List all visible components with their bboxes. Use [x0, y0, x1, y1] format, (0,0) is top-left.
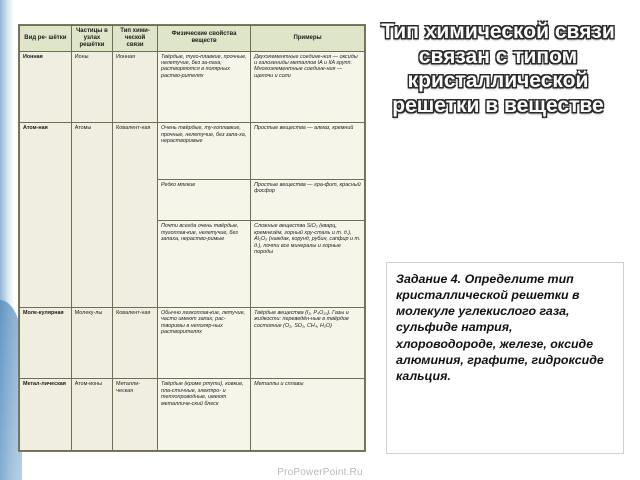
cell-properties: Твёрдые, туго-плавкие, прочные, нелетучие, без за-паха, растворяются в полярных раство-рителях	[157, 51, 250, 123]
cell-properties: Очень твёрдые, ту-гоплавкие, прочные, нелетучие, без запа-ха, нерастворимые	[157, 123, 250, 180]
table-header-cell: Вид ре- шётки	[20, 26, 72, 52]
cell-lattice-type: Метал-лическая	[20, 379, 72, 451]
cell-particles: Ионы	[71, 51, 112, 123]
table-row	[20, 379, 365, 451]
watermark: ProPowerPoint.Ru	[277, 467, 363, 478]
cell-lattice-type: Ионная	[20, 51, 72, 123]
cell-bond-type: Металли-ческая	[113, 379, 158, 451]
cell-examples: Простые вещества — алмаз, кремний	[251, 123, 365, 180]
cell-particles: Атомы	[71, 123, 112, 308]
cell-examples: Металлы и сплавы	[251, 379, 365, 451]
table-header-cell: Физические свойства веществ	[157, 26, 250, 52]
cell-particles: Атом-ионы	[71, 379, 112, 451]
task-text: Определите тип кристаллической решетки в молекуле углекислого газа, сульфиде натрия, хлороводороде, железе, оксиде алюминия, графите, гидроксиде кальция.	[396, 272, 604, 383]
cell-examples: Сложные вещества SiO₂ (кварц, кремнезём, горный хру-сталь и т. д.), Al₂O₃ (наждак, корунд, рубин, сапфир и т. д.), почти все минералы и горные породы	[251, 221, 365, 307]
table-header-row	[20, 26, 365, 52]
crystal-lattice-table	[18, 24, 366, 452]
cell-particles: Молеку-лы	[71, 307, 112, 379]
cell-lattice-type: Моле-кулярная	[20, 307, 72, 379]
table-header-cell: Примеры	[251, 26, 365, 52]
task-box	[386, 262, 624, 454]
table-grid	[19, 25, 365, 451]
table-header-cell: Тип хими-ческой связи	[113, 26, 158, 52]
cell-examples: Простые вещества — гра-фит, красный фосфор	[251, 179, 365, 221]
table-row	[20, 123, 365, 180]
decorative-left-strip	[0, 0, 14, 480]
cell-properties: Обычно легкоплав-кие, летучие, часто имеют запах, рас-творимы в неполяр-ных растворителях	[157, 307, 250, 379]
table-row	[20, 307, 365, 379]
cell-bond-type: Ковалент-ная	[113, 123, 158, 308]
cell-lattice-type: Атом-ная	[20, 123, 72, 308]
table-header-cell: Частицы в узлах решётки	[71, 26, 112, 52]
cell-examples: Твёрдые вещества (I₂, P₄O₁₀). Газы и жидкости: переведён-ные в твёрдое состояние (O₂, SO₂, CH₄, H₂O)	[251, 307, 365, 379]
cell-examples: Двухэлементные соедине-ния — оксиды и галогениды металлов IA и IIA групп. Многоэлементные соедине-ния — щелочи и соли	[251, 51, 365, 123]
cell-properties: Почти всегда очень твёрдые, тугоплав-кие, нелетучие, без запаха, нераство-римые	[157, 221, 250, 307]
cell-bond-type: Ковалент-ная	[113, 307, 158, 379]
cell-properties: Твёрдые (кроме ртути), ковкие, пла-стичные, электро- и теплопроводные, имеют металличе-ский блеск	[157, 379, 250, 451]
cell-bond-type: Ионная	[113, 51, 158, 123]
cell-properties: Редко мягкие	[157, 179, 250, 221]
slide-title: Тип химической связи связан с типом кристаллической решетки в веществе	[381, 20, 615, 117]
task-heading: Задание 4.	[396, 272, 462, 286]
table-row	[20, 51, 365, 123]
